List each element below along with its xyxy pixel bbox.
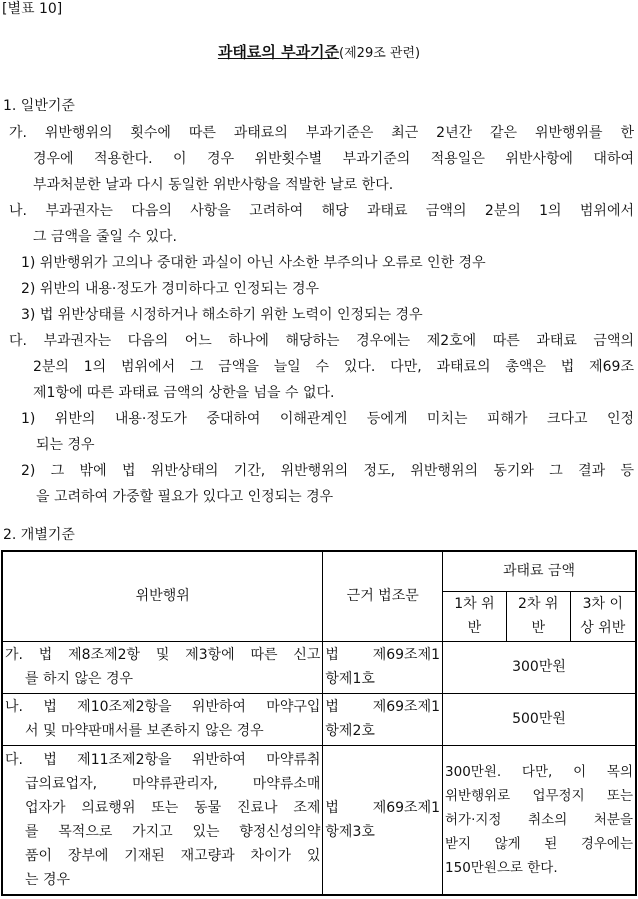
table-row: [2, 641, 636, 693]
header-second: 2차 위 반: [506, 591, 570, 641]
general-line: 1) 위반의 내용·정도가 중대하여 이해관계인 등에게 미치는 피해가 크다고 인정: [21, 411, 634, 427]
general-line: 가. 위반행위의 횟수에 따른 과태료의 부과기준은 최근 2년간 같은 위반행위를 한: [9, 125, 634, 141]
header-basis: 근거 법조문: [323, 551, 443, 641]
row-violation: 가. 법 제8조제2항 및 제3항에 따른 신고 를 하지 않은 경우: [2, 641, 323, 693]
row-basis: 법 제69조제1 항제3호: [323, 745, 443, 895]
row-basis: 법 제69조제1 항제1호: [323, 641, 443, 693]
general-line: 경우에 적용한다. 이 경우 위반횟수별 부과기준의 적용일은 위반사항에 대하여: [33, 151, 634, 167]
individual-heading: 2. 개별기준: [3, 527, 75, 543]
general-line: 2분의 1의 범위에서 그 금액을 늘일 수 있다. 다만, 과태료의 총액은 법 제69조: [33, 359, 634, 375]
general-line: 그 금액을 줄일 수 있다.: [33, 229, 177, 245]
header-amount: 과태료 금액: [443, 551, 636, 591]
annex-label: [별표 10]: [2, 1, 63, 17]
table-row: [2, 745, 636, 895]
table-row: [2, 693, 636, 745]
header-third: 3차 이 상 위반: [570, 591, 636, 641]
general-line: 다. 부과권자는 다음의 어느 하나에 해당하는 경우에는 제2호에 따른 과태료 금액의: [9, 333, 634, 349]
row-amount: 500만원: [443, 693, 636, 745]
title-sub: (제29조 관련): [339, 46, 421, 61]
page-title: [0, 43, 638, 63]
general-heading: 1. 일반기준: [3, 98, 75, 114]
general-line: 을 고려하여 가중할 필요가 있다고 인정되는 경우: [36, 489, 334, 505]
fine-table: [1, 550, 637, 896]
header-violation: 위반행위: [2, 551, 323, 641]
general-line: 제1항에 따른 과태료 금액의 상한을 넘을 수 없다.: [33, 385, 335, 401]
general-line: 2) 그 밖에 법 위반상태의 기간, 위반행위의 정도, 위반행위의 동기와 그 결과 등: [21, 463, 634, 479]
general-line: 되는 경우: [36, 437, 95, 453]
row-violation: 다. 법 제11조제2항을 위반하여 마약류취 급의료업자, 마약류관리자, 마약류소매 업자가 의료행위 또는 동물 진료나 조제 를 목적으로 가지고 있는 향정신성의약 품이 장부에 기재된 재고량과 차이가 있 는 경우: [2, 745, 323, 895]
row-violation: 나. 법 제10조제2항을 위반하여 마약구입 서 및 마약판매서를 보존하지 않은 경우: [2, 693, 323, 745]
row-basis: 법 제69조제1 항제2호: [323, 693, 443, 745]
row-amount: 300만원. 다만, 이 목의 위반행위로 업무정지 또는 허가·지정 취소의 처분을 받지 않게 된 경우에는 150만원으로 한다.: [443, 745, 636, 895]
general-line: 나. 부과권자는 다음의 사항을 고려하여 해당 과태료 금액의 2분의 1의 범위에서: [9, 203, 634, 219]
general-line: 3) 법 위반상태를 시정하거나 해소하기 위한 노력이 인정되는 경우: [21, 307, 423, 323]
header-first: 1차 위 반: [443, 591, 507, 641]
general-line: 부과처분한 날과 다시 동일한 위반사항을 적발한 날로 한다.: [33, 177, 394, 193]
general-line: 1) 위반행위가 고의나 중대한 과실이 아닌 사소한 부주의나 오류로 인한 경우: [21, 255, 486, 271]
row-amount: 300만원: [443, 641, 636, 693]
title-main: 과태료의 부과기준: [217, 43, 340, 61]
general-line: 2) 위반의 내용·정도가 경미하다고 인정되는 경우: [21, 281, 320, 297]
